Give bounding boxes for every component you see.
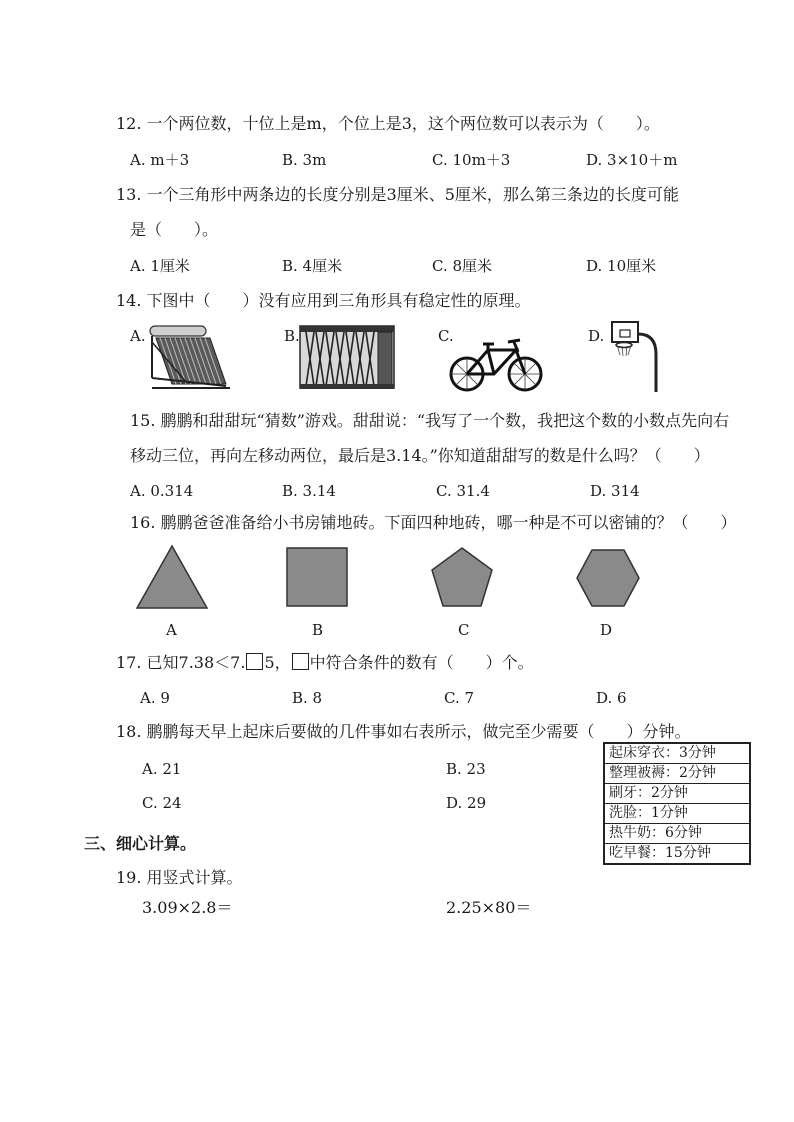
q12-option-b: B. 3m — [282, 151, 327, 169]
q12-option-d: D. 3×10＋m — [586, 151, 678, 169]
q17-option-c: C. 7 — [444, 689, 475, 707]
q16-label-c: C — [458, 621, 470, 639]
retractable-gate-icon — [298, 322, 398, 394]
q16-label-b: B — [312, 621, 324, 639]
q15-stem-line2: 移动三位，再向左移动两位，最后是3.14。”你知道甜甜写的数是什么吗？（ ） — [130, 446, 710, 465]
q17-stem-part1: 17. 已知7.38＜7. — [116, 653, 246, 672]
pentagon-tile — [430, 546, 494, 608]
q17-stem-part2: 5， — [264, 653, 291, 672]
q19-expression-1: 3.09×2.8＝ — [142, 898, 233, 917]
q15-option-c: C. 31.4 — [436, 482, 490, 500]
q17-option-a: A. 9 — [140, 689, 170, 707]
q18-option-d: D. 29 — [446, 794, 487, 812]
bicycle-icon — [448, 330, 544, 394]
q18-option-a: A. 21 — [142, 760, 182, 778]
q13-stem-line2: 是（ ）。 — [130, 220, 219, 239]
q19-expression-2: 2.25×80＝ — [446, 898, 532, 917]
schedule-row: 整理被褥：2分钟 — [604, 764, 750, 784]
q14-label-d: D. — [588, 327, 605, 345]
hexagon-tile — [575, 548, 641, 608]
q18-stem: 18. 鹏鹏每天早上起床后要做的几件事如右表所示，做完至少需要（ ）分钟。 — [116, 722, 691, 741]
q12-option-c: C. 10m＋3 — [432, 151, 511, 169]
q15-stem-line1: 15. 鹏鹏和甜甜玩“猜数”游戏。甜甜说：“我写了一个数，我把这个数的小数点先向右 — [130, 411, 730, 430]
section-title: 三、细心计算。 — [84, 834, 197, 853]
q14-stem: 14. 下图中（ ）没有应用到三角形具有稳定性的原理。 — [116, 291, 531, 310]
q17-option-b: B. 8 — [292, 689, 323, 707]
q17-stem — [116, 653, 534, 673]
solar-water-heater-icon — [146, 322, 232, 394]
q17-stem-part3: 中符合条件的数有（ ）个。 — [309, 653, 534, 672]
q13-option-a: A. 1厘米 — [130, 257, 190, 275]
blank-box — [292, 653, 309, 670]
q14-label-c: C. — [438, 327, 454, 345]
q13-option-c: C. 8厘米 — [432, 257, 493, 275]
q18-option-c: C. 24 — [142, 794, 182, 812]
square-tile — [285, 546, 349, 608]
schedule-row: 洗脸：1分钟 — [604, 804, 750, 824]
q15-option-b: B. 3.14 — [282, 482, 336, 500]
basketball-hoop-icon — [604, 320, 668, 394]
schedule-row: 吃早餐：15分钟 — [604, 844, 750, 865]
q18-option-b: B. 23 — [446, 760, 486, 778]
morning-schedule-table — [603, 742, 751, 865]
q13-stem-line1: 13. 一个三角形中两条边的长度分别是3厘米、5厘米，那么第三条边的长度可能 — [116, 185, 679, 204]
q16-stem: 16. 鹏鹏爸爸准备给小书房铺地砖。下面四种地砖，哪一种是不可以密铺的？（ ） — [130, 513, 737, 532]
schedule-row: 起床穿衣：3分钟 — [604, 743, 750, 764]
q14-label-b: B. — [284, 327, 300, 345]
schedule-row: 热牛奶：6分钟 — [604, 824, 750, 844]
q16-label-a: A — [166, 621, 177, 639]
schedule-row: 刷牙：2分钟 — [604, 784, 750, 804]
q19-stem: 19. 用竖式计算。 — [116, 868, 243, 887]
q17-option-d: D. 6 — [596, 689, 627, 707]
q13-option-d: D. 10厘米 — [586, 257, 657, 275]
q15-option-a: A. 0.314 — [130, 482, 194, 500]
q15-option-d: D. 314 — [590, 482, 640, 500]
triangle-tile — [135, 544, 209, 610]
q14-label-a: A. — [130, 327, 146, 345]
q12-stem: 12. 一个两位数，十位上是m，个位上是3，这个两位数可以表示为（ ）。 — [116, 114, 660, 133]
blank-box — [246, 653, 263, 670]
q12-option-a: A. m＋3 — [130, 151, 190, 169]
q16-label-d: D — [600, 621, 613, 639]
q13-option-b: B. 4厘米 — [282, 257, 343, 275]
